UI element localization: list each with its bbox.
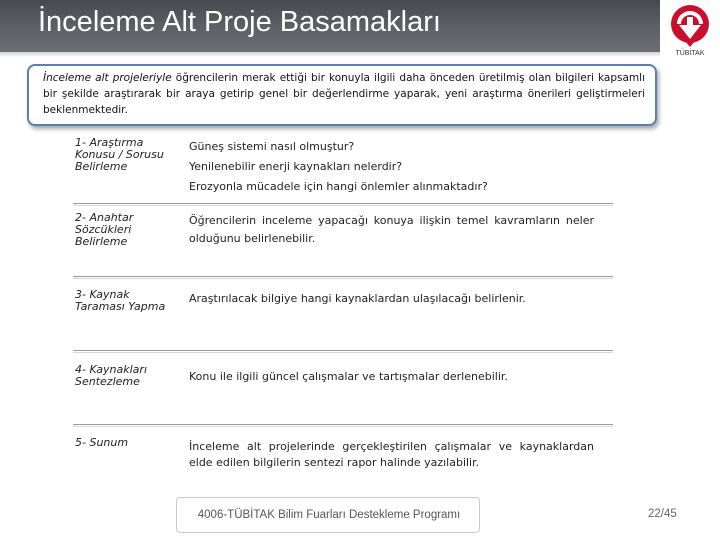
row-divider	[73, 203, 613, 204]
title-bar	[0, 0, 720, 52]
intro-body: öğrencilerin merak ettiği bir konuyla ilgili daha önceden üretilmiş olan bilgileri kapsamlı bir şekilde araştırarak bir araya getirip genel bir değerlendirme yaparak, yeni araştırma önerileri geliştirmeleri beklenmektedir.	[43, 72, 645, 116]
step-label: 3- Kaynak Taraması Yapma	[75, 288, 166, 313]
tubitak-emblem-icon	[667, 3, 713, 49]
step-label: 4- Kaynakları Sentezleme	[75, 363, 147, 388]
title-bar-shadow	[0, 52, 660, 57]
step-label: 2- Anahtar Sözcükleri Belirleme	[75, 211, 134, 248]
page-title: İnceleme Alt Proje Basamakları	[38, 6, 441, 38]
page-number: 22/45	[648, 508, 677, 520]
step-description	[189, 212, 594, 248]
step-description-line: Yenilenebilir enerji kaynakları nelerdir?	[189, 160, 403, 173]
row-divider	[73, 350, 613, 351]
intro-lead: İnceleme alt projeleriyle	[43, 72, 172, 84]
row-divider	[73, 276, 613, 277]
step-label: 1- Araştırma Konusu / Sorusu Belirleme	[75, 136, 164, 173]
tubitak-logo	[660, 0, 720, 64]
step-description-line: Konu ile ilgili güncel çalışmalar ve tartışmalar derlenebilir.	[189, 370, 508, 383]
logo-text: TÜBİTAK	[675, 50, 705, 57]
step-description-text: Öğrencilerin inceleme yapacağı konuya ilişkin temel kavramların neler olduğunu belirlenebilir.	[189, 214, 594, 245]
footer-program: 4006-TÜBİTAK Bilim Fuarları Destekleme Programı	[197, 509, 461, 521]
step-description	[189, 289, 594, 309]
step-description-line: Erozyonla mücadele için hangi önlemler alınmaktadır?	[189, 180, 488, 193]
step-description	[189, 439, 594, 471]
step-description	[189, 137, 594, 197]
row-divider	[73, 424, 613, 425]
step-label: 5- Sunum	[75, 436, 129, 449]
intro-box	[27, 64, 657, 126]
step-description-line: Araştırılacak bilgiye hangi kaynaklardan ulaşılacağı belirlenir.	[189, 292, 526, 305]
intro-text	[43, 70, 645, 118]
step-description-text: İnceleme alt projelerinde gerçekleştirilen çalışmalar ve kaynaklardan elde edilen bilgilerin sentezi rapor halinde yazılabilir.	[189, 440, 594, 469]
step-description-line: Güneş sistemi nasıl olmuştur?	[189, 140, 355, 153]
step-description	[189, 367, 594, 387]
footer-box	[176, 497, 480, 533]
